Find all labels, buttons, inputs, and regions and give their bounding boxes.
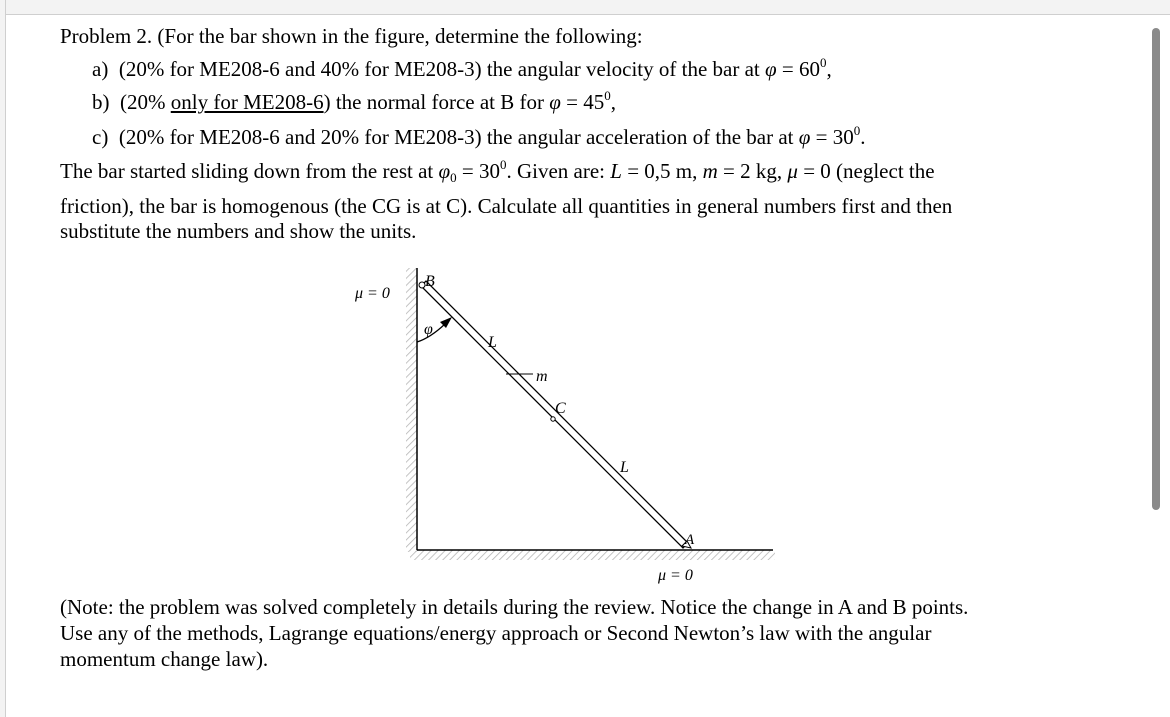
floor-hatch: [410, 550, 775, 560]
label-phi: φ: [424, 321, 433, 338]
label-b: B: [425, 273, 435, 290]
given-mu-value: = 0: [797, 159, 831, 183]
given-phi0-eq: = 30: [456, 159, 500, 183]
label-l-top: L: [488, 334, 497, 351]
item-b-end: ,: [610, 90, 616, 114]
item-c-marker: c): [92, 125, 109, 149]
given-m-value: = 2 kg,: [717, 159, 788, 183]
item-a-percent: (20% for ME208-6 and 40% for ME208-3): [118, 57, 482, 81]
given-L-symbol: L: [610, 159, 622, 183]
wall-hatch: [406, 268, 417, 552]
item-b-deg: 0: [604, 88, 611, 103]
item-c-eq: = 30: [810, 125, 854, 149]
label-l-bottom: L: [620, 459, 629, 476]
item-b-marker: b): [92, 90, 110, 114]
label-a: A: [685, 532, 695, 548]
given-phi0-deg: 0: [499, 157, 507, 172]
item-c-percent: (20% for ME208-6 and 20% for ME208-3): [118, 125, 482, 149]
item-b-percent-underlined: only for ME208-6: [170, 90, 324, 114]
problem-intro: (For the bar shown in the figure, determine the following:: [157, 24, 643, 48]
item-b-percent-post: ): [323, 90, 331, 114]
given-line-3: substitute the numbers and show the units.: [60, 219, 417, 243]
item-a-end: ,: [826, 57, 832, 81]
problem-title-line: [60, 23, 643, 49]
item-b-phi: φ: [549, 90, 561, 114]
given-start: The bar started sliding down from the rest at: [60, 159, 434, 183]
note-line-2: Use any of the methods, Lagrange equations/energy approach or Second Newton’s law with the angular: [60, 621, 932, 645]
window-top-edge: [0, 0, 1170, 15]
item-b-eq: = 45: [560, 90, 605, 114]
note-line-3: momentum change law).: [60, 647, 269, 671]
label-mu-floor: μ = 0: [658, 567, 693, 584]
given-mu-symbol: μ: [787, 159, 798, 183]
item-b-percent-pre: (20%: [120, 90, 166, 114]
label-mu-wall: μ = 0: [355, 285, 390, 302]
item-c: [92, 124, 865, 150]
given-line-2: friction), the bar is homogenous (the CG is at C). Calculate all quantities in general numbers first and then: [60, 194, 953, 218]
given-mid: . Given are:: [506, 159, 605, 183]
bar-figure: [330, 262, 790, 592]
item-c-text: the angular acceleration of the bar at: [486, 125, 794, 149]
label-c: C: [555, 400, 566, 417]
note-line-1: (Note: the problem was solved completely in details during the review. Notice the change in A and B points.: [60, 595, 969, 619]
item-a: [92, 56, 832, 82]
center-c-dot: [551, 417, 555, 421]
item-c-deg: 0: [853, 123, 861, 138]
problem-title: Problem 2.: [60, 24, 153, 48]
item-b: [92, 89, 616, 115]
given-phi0-sub: 0: [450, 170, 457, 185]
vertical-scrollbar[interactable]: [1152, 28, 1160, 510]
given-L-value: = 0,5 m,: [621, 159, 703, 183]
item-a-text: the angular velocity of the bar at: [486, 57, 760, 81]
item-c-end: .: [860, 125, 866, 149]
window-left-edge: [0, 0, 6, 717]
figure-svg: [330, 262, 790, 592]
item-b-text: the normal force at B for: [335, 90, 544, 114]
item-c-phi: φ: [798, 125, 811, 149]
given-line: [60, 158, 935, 184]
item-a-marker: a): [92, 57, 109, 81]
item-a-eq: = 60: [776, 57, 820, 81]
item-a-deg: 0: [819, 55, 827, 70]
item-a-phi: φ: [764, 57, 777, 81]
given-tail: (neglect the: [836, 159, 935, 183]
given-m-symbol: m: [702, 159, 718, 183]
label-m: m: [536, 368, 548, 385]
given-phi0: φ: [438, 159, 451, 183]
